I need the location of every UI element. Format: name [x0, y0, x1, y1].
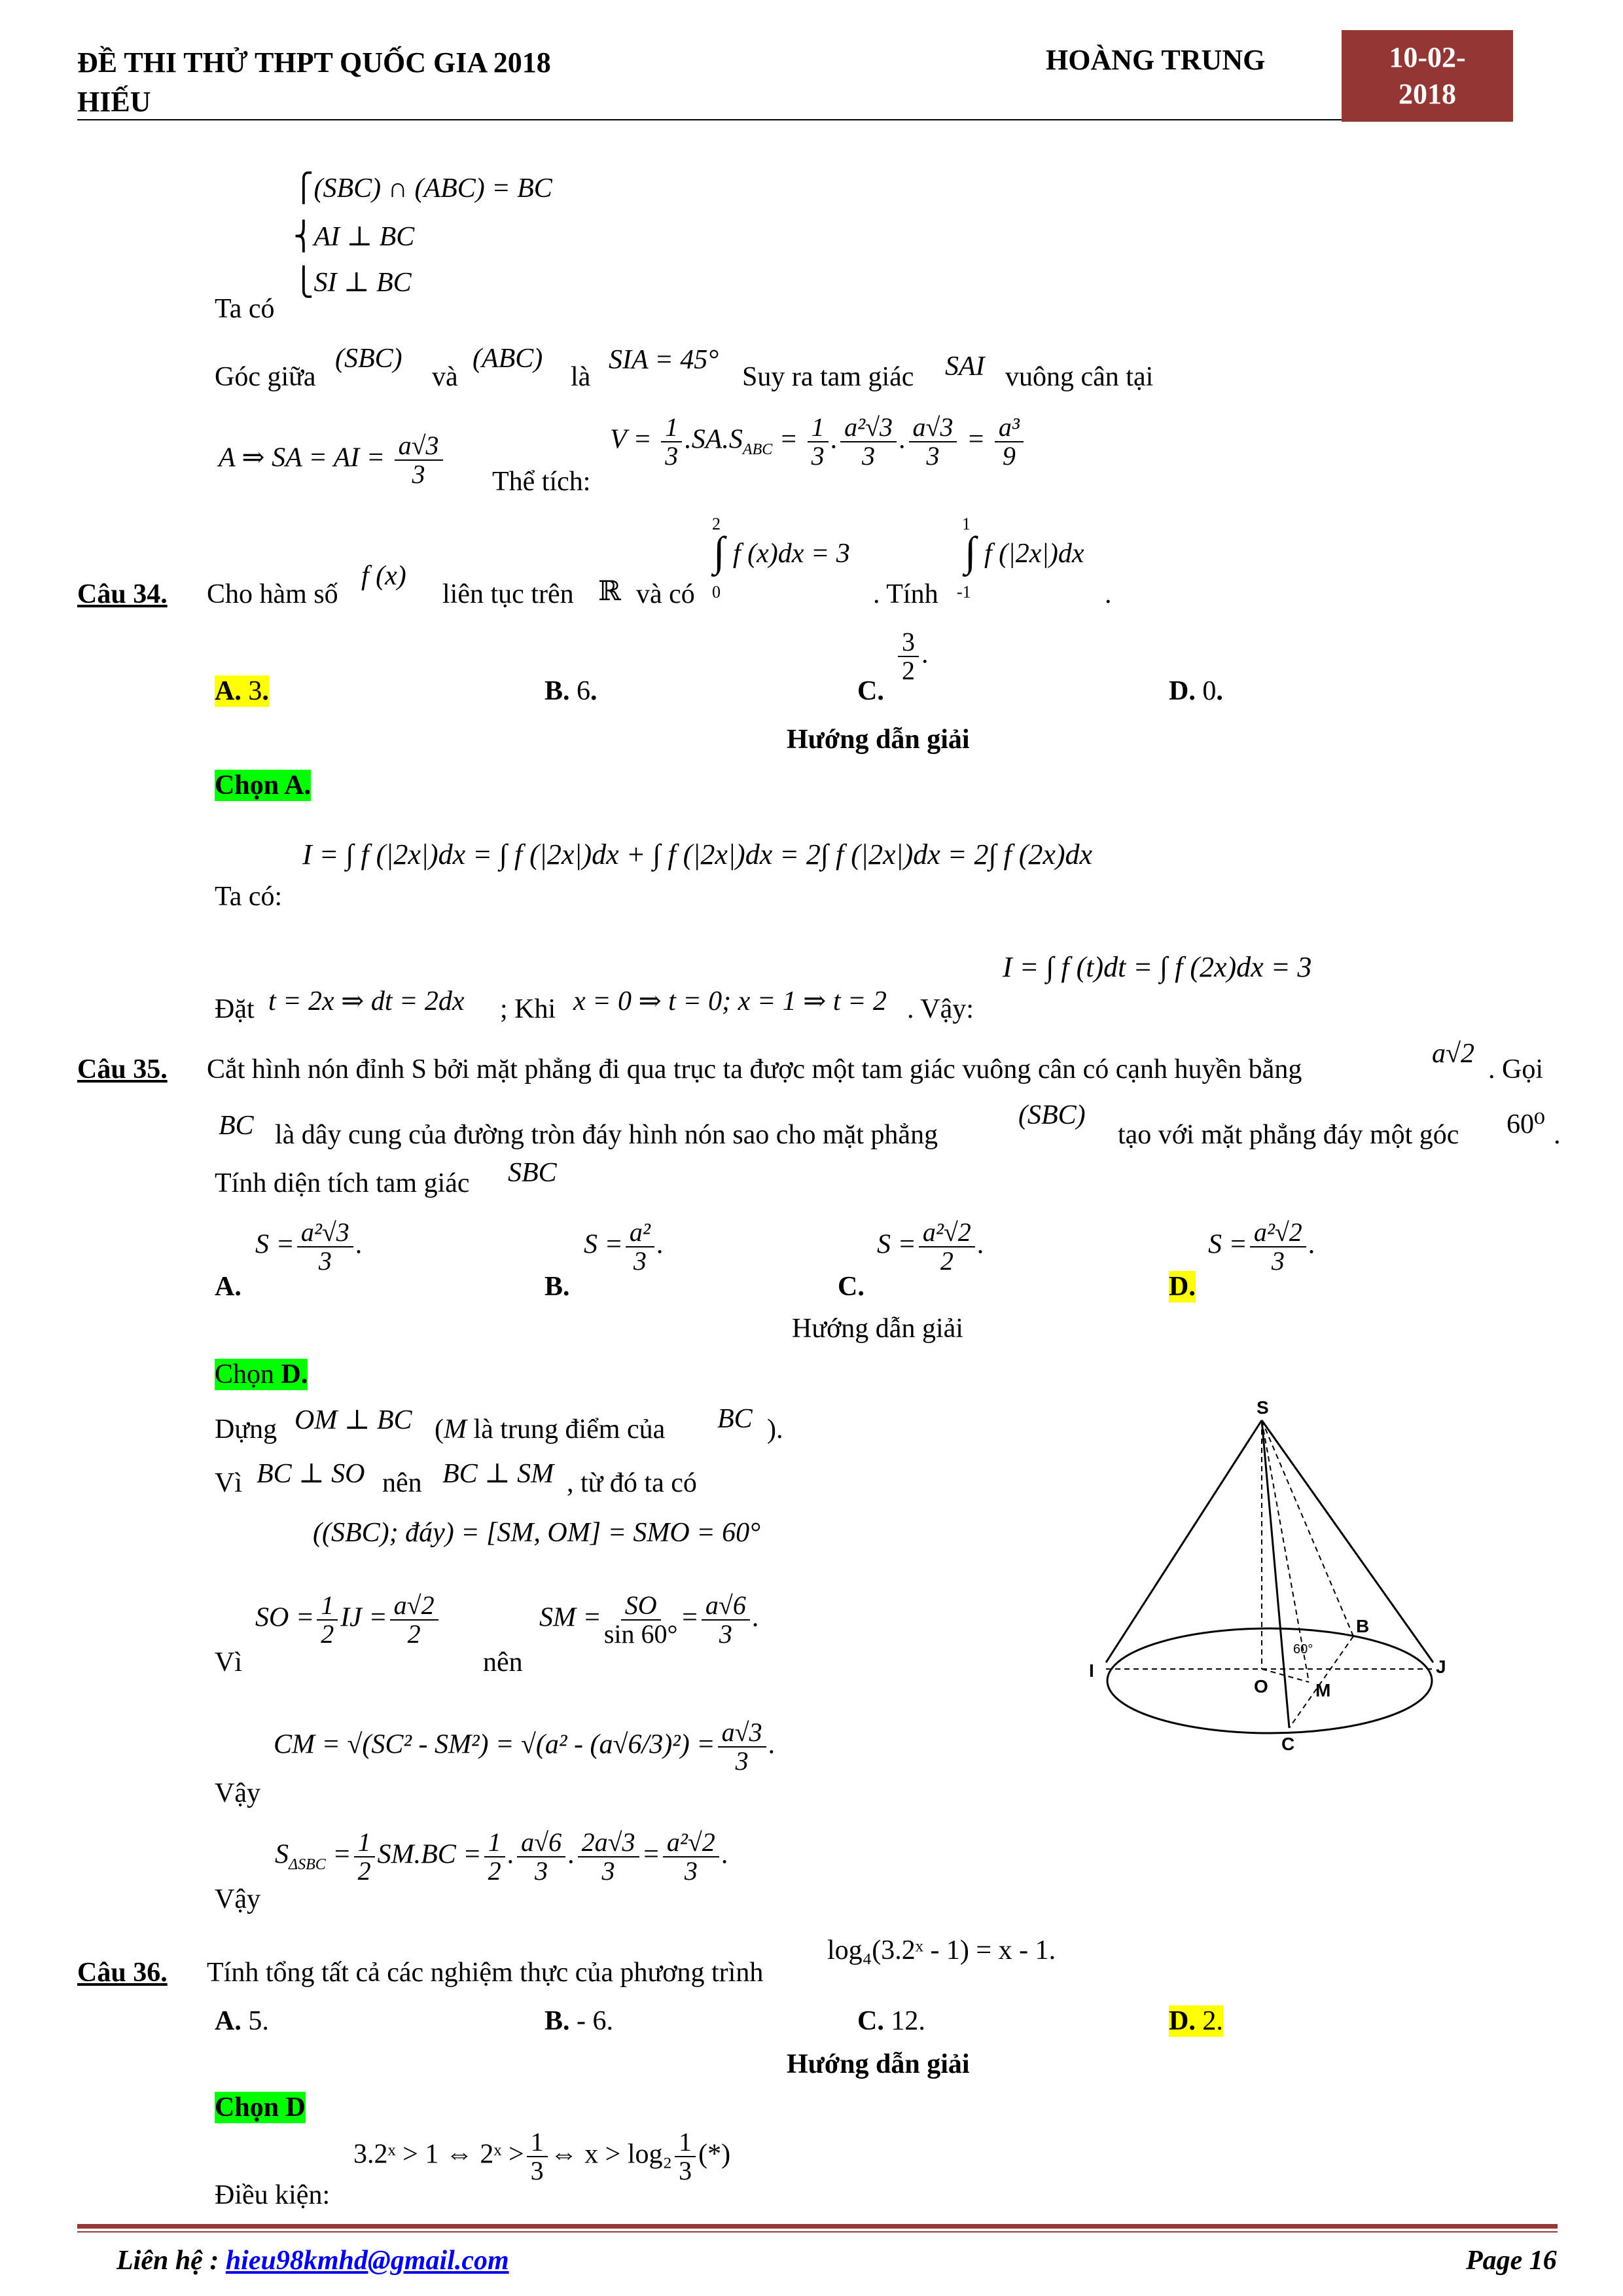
q35-vi2: Vì: [215, 1647, 242, 1677]
q35-chon-d: D.: [281, 1359, 308, 1390]
q33-volume: V = $\frac{1}{3}$ $.SA.S_{ABC}$ = $\frac{1}{3}$ . $\frac{\text{a²√3}}{3}$ . $\frac{a√3}{3}$ = $\frac{\text{a³}}{9}$: [610, 414, 1026, 470]
q35-sm-line: SM = $\frac{SO}{\sin 60^\circ}$ = $\frac{a√6}{3}$ .: [539, 1590, 760, 1649]
q33-frac-1-3b: $\frac{1}{3}$: [808, 414, 829, 470]
q34-int1: f (x)dx = 3: [733, 539, 850, 569]
q34-optA-label: A.: [215, 676, 241, 706]
q33-va: và: [432, 362, 458, 392]
q35-sbc2: SBC: [508, 1158, 557, 1188]
q36-star: (*): [698, 2139, 731, 2170]
q35-frac-half: $\frac{1}{2}$: [354, 1829, 375, 1885]
q36-eq: log₄(3.2ˣ - 1) = x - 1.: [827, 1935, 1056, 1965]
fig-label-B: B: [1356, 1616, 1370, 1636]
q36-optC-val: 12.: [891, 2006, 925, 2036]
q34-text1: Cho hàm số: [207, 579, 338, 609]
q35-cm-line: CM = √(SC² - SM²) = √(a² - (a√6/3)²) = $\frac{a√3}{3}$ .: [274, 1717, 776, 1776]
q35-optA-label: A.: [215, 1272, 241, 1302]
q34-dat-expr: t = 2x ⇒ dt = 2dx: [268, 986, 465, 1016]
q35-area-line: $S_{\Delta SBC}$ = $\frac{1}{2}$ SM.BC = $\frac{1}{2}$ . $\frac{a√6}{3}$ . $\frac{2a√3}{3}$ = $\frac{\text{a²√2}}{3}$ .: [275, 1827, 729, 1886]
q33-vuong-can: vuông cân tại: [1005, 362, 1154, 392]
q36-cond2: ⇔ x > log₂: [550, 2139, 673, 2170]
q34-optC-label: C.: [857, 676, 884, 706]
footer-contact: [116, 2245, 509, 2276]
q33-eq1: =: [779, 424, 798, 455]
q33-frac-a2: $\frac{\text{a²√3}}{3}$: [840, 414, 897, 470]
fig-label-angle: 60°: [1293, 1642, 1313, 1657]
q35-optB-label: B.: [544, 1272, 570, 1302]
q34-int2-low: -1: [957, 583, 971, 601]
q35-optD-frac: $\frac{\text{a²√2}}{3}$: [1250, 1219, 1306, 1275]
q34-optB-label: B.: [544, 676, 570, 706]
header-date-line1: 10-02-: [1389, 41, 1466, 73]
q34-label: Câu 34.: [77, 579, 168, 609]
q33-a-sa: [219, 432, 446, 488]
q35-s-sub: ΔSBC: [289, 1856, 326, 1874]
q36-cond-text: 3.2ˣ > 1 ⇔ 2ˣ >: [353, 2139, 524, 2170]
q33-frac-1-3: $\frac{1}{3}$: [661, 414, 682, 470]
q33-system-line3: ⎩SI ⊥ BC: [293, 268, 412, 298]
q35-optB-frac: $\frac{\text{a²}}{3}$: [626, 1219, 654, 1275]
q35-s: S: [275, 1839, 289, 1870]
q35-vay2: Vậy: [215, 1884, 260, 1914]
q36-chon: Chọn D: [215, 2092, 306, 2123]
q36-optD: [1169, 2005, 1223, 2037]
q33-frac-a3: $\frac{a√3}{3}$: [395, 432, 443, 488]
q34-int2: f (|2x|)dx: [984, 539, 1084, 569]
header-divider: [77, 119, 1342, 120]
fig-label-O: O: [1254, 1676, 1268, 1696]
q35-vay1: Vậy: [215, 1778, 260, 1808]
q35-la-trung-diem: là trung điểm của: [473, 1414, 666, 1444]
q34-chon: Chọn A.: [215, 770, 312, 800]
q34-text4: . Tính: [873, 579, 938, 609]
q36-optC: [857, 2005, 925, 2037]
q36-optC-label: C.: [857, 2006, 884, 2036]
q34-guide: Hướng dẫn giải: [787, 725, 970, 755]
header-title-line1: ĐỀ THI THỬ THPT QUỐC GIA 2018: [77, 46, 551, 79]
q35-frac-a6-3: $\frac{a√6}{3}$: [702, 1592, 750, 1648]
q33-suy-ra: Suy ra tam giác: [742, 362, 914, 392]
footer-divider-thick: [77, 2224, 1558, 2229]
q35-bc: BC: [219, 1111, 254, 1141]
q33-v: V =: [610, 424, 652, 455]
footer-email-link[interactable]: hieu98kmhd@gmail.com: [225, 2246, 509, 2276]
q35-optA: S = $\frac{\text{a²√3}}{3}$ .: [255, 1217, 363, 1276]
q35-guide: Hướng dẫn giải: [792, 1314, 963, 1344]
q35-dung: Dựng: [215, 1414, 277, 1444]
footer-page-number: Page 16: [1466, 2246, 1557, 2276]
q35-om-bc: OM ⊥ BC: [294, 1405, 412, 1435]
q33-system-line2: ⎨AI ⊥ BC: [293, 222, 415, 252]
q35-frac-2a3: $\frac{2a√3}{3}$: [578, 1829, 639, 1885]
q34-int2-sign: ∫: [965, 528, 976, 575]
cone-base-front: [1107, 1628, 1432, 1733]
q35-optC: S = $\frac{\text{a²√2}}{2}$ .: [877, 1217, 985, 1276]
cone-left-edge: [1106, 1420, 1262, 1662]
q36-optD-val: 2.: [1202, 2006, 1223, 2036]
q33-la: là: [571, 362, 591, 392]
header-title: [77, 43, 551, 122]
q35-frac-so-sin: $\frac{SO}{\sin 60^\circ}$: [603, 1590, 678, 1649]
q33-sai: SAI: [945, 351, 985, 382]
q34-khi: ; Khi: [500, 994, 556, 1024]
q33-angle: SIA = 45°: [609, 345, 719, 375]
q36-optD-label: D.: [1169, 2006, 1196, 2036]
q35-frac-half2: $\frac{1}{2}$: [484, 1829, 505, 1885]
q35-text1: Cắt hình nón đỉnh S bởi mặt phẳng đi qua trục ta được một tam giác vuông cân có cạnh huyền bằng: [207, 1054, 1302, 1085]
q33-abc: (ABC): [473, 344, 543, 374]
q35-bc-sm: BC ⊥ SM: [442, 1459, 554, 1489]
q36-optB-label: B.: [544, 2006, 570, 2036]
q35-so-line: [255, 1592, 441, 1648]
q35-chon-text: Chọn: [215, 1359, 275, 1390]
header-date-line2: 2018: [1399, 78, 1456, 110]
header-title-line2: HIẾU: [77, 86, 151, 118]
q34-int2-up: 1: [962, 514, 971, 533]
q35-nen: nên: [382, 1468, 422, 1498]
q35-paren-close: ).: [767, 1414, 783, 1444]
q35-angle-line: ((SBC); đáy) = [SM, OM] = SMO = 60°: [313, 1518, 760, 1548]
fig-label-S: S: [1257, 1397, 1269, 1418]
q36-optA-label: A.: [215, 2006, 241, 2036]
q33-sys2: AI ⊥ BC: [313, 222, 415, 252]
q35-bc2: BC: [717, 1404, 753, 1434]
q33-frac-a3b: $\frac{a√3}{3}$: [909, 414, 957, 470]
q34-optB: B. 6.: [544, 676, 597, 706]
q33-sys3: SI ⊥ BC: [313, 268, 412, 298]
q34-vay: . Vậy:: [907, 994, 974, 1024]
q34-dot: .: [1105, 579, 1112, 609]
q35-text4: tạo với mặt phẳng đáy một góc: [1118, 1120, 1459, 1150]
q35-chon: [215, 1359, 308, 1390]
q33-the-tich: Thể tích:: [492, 467, 591, 497]
q34-optA-val: 3: [248, 676, 262, 706]
q33-eq2: =: [966, 424, 986, 455]
q35-frac-1-2: $\frac{1}{2}$: [317, 1592, 338, 1648]
q36-cond: [353, 2128, 730, 2185]
q35-optD-label: D.: [1169, 1272, 1196, 1302]
q35-optC-frac: $\frac{\text{a²√2}}{2}$: [919, 1219, 975, 1275]
q34-khi-expr: x = 0 ⇒ t = 0; x = 1 ⇒ t = 2: [573, 986, 887, 1016]
q35-optB: S = $\frac{\text{a²}}{3}$ .: [584, 1217, 664, 1276]
q36-dieu-kien: Điều kiện:: [215, 2180, 330, 2210]
q33-sbc: (SBC): [335, 344, 402, 374]
q34-fx: f (x): [361, 561, 406, 591]
q34-optD-label: D.: [1169, 676, 1196, 706]
q35-frac-cm: $\frac{a√3}{3}$: [718, 1719, 766, 1775]
q34-text3: và có: [636, 579, 695, 609]
cone-figure: [1086, 1394, 1453, 1761]
q35-a-sqrt2: a√2: [1432, 1039, 1475, 1069]
q33-goc-giua: Góc giữa: [215, 362, 316, 392]
q35-so-eq: SO =: [255, 1602, 315, 1633]
q34-R: ℝ: [598, 577, 621, 607]
q34-int1-up: 2: [712, 514, 721, 533]
cone-right-edge: [1262, 1420, 1433, 1662]
q35-optD: S = $\frac{\text{a²√2}}{3}$ .: [1208, 1217, 1316, 1276]
fig-label-C: C: [1281, 1734, 1295, 1754]
q35-ij: IJ =: [340, 1602, 387, 1633]
q35-line-dung: (M là trung điểm của: [435, 1414, 666, 1444]
q34-line1: I = ∫ f (|2x|)dx = ∫ f (|2x|)dx + ∫ f (|2x|)dx = 2∫ f (|2x|)dx = 2∫ f (2x)dx: [302, 838, 1093, 870]
header-author: HOÀNG TRUNG: [1046, 44, 1266, 76]
q33-frac-a3-9: $\frac{\text{a³}}{9}$: [995, 414, 1024, 470]
q33-v-sub: ABC: [742, 441, 773, 459]
q35-frac-result: $\frac{\text{a²√2}}{3}$: [663, 1829, 719, 1885]
q35-bc-so: BC ⊥ SO: [257, 1459, 365, 1489]
q34-int1-sign: ∫: [713, 528, 725, 575]
q35-optA-frac: $\frac{\text{a²√3}}{3}$: [297, 1219, 353, 1275]
q35-cm-text: CM = √(SC² - SM²) = √(a² - (a√6/3)²) =: [274, 1729, 715, 1760]
q33-v-mid: .SA.S: [685, 424, 743, 455]
fig-label-I: I: [1089, 1660, 1094, 1681]
q35-optC-label: C.: [838, 1272, 865, 1302]
q35-text5: Tính diện tích tam giác: [215, 1168, 470, 1198]
q34-optA: A. 3.: [215, 676, 269, 706]
q35-sm-bc: SM.BC =: [377, 1839, 482, 1870]
q36-text1: Tính tổng tất cả các nghiệm thực của phương trình: [207, 1958, 764, 1988]
q35-label: Câu 35.: [77, 1054, 168, 1085]
q34-final: I = ∫ f (t)dt = ∫ f (2x)dx = 3: [1003, 951, 1312, 983]
q36-frac-1-3b: $\frac{1}{3}$: [675, 2128, 696, 2185]
q36-optB: [544, 2005, 613, 2037]
q35-dot: .: [1554, 1120, 1561, 1150]
q36-frac-1-3: $\frac{1}{3}$: [527, 2128, 548, 2185]
footer-divider-thin: [77, 2231, 1558, 2233]
q34-optB-val: 6: [577, 676, 591, 706]
q35-text2: . Gọi: [1488, 1054, 1543, 1085]
q35-vi: Vì: [215, 1468, 242, 1498]
q36-label: Câu 36.: [77, 1958, 168, 1988]
q35-frac-a6: $\frac{a√6}{3}$: [517, 1829, 565, 1885]
q36-guide: Hướng dẫn giải: [787, 2049, 970, 2079]
q34-optD-val: 0: [1202, 676, 1217, 706]
q35-angle: 60⁰: [1507, 1109, 1545, 1139]
q34-optC: $\frac{3}{2}$ .: [895, 628, 929, 685]
q35-m: M: [444, 1414, 467, 1444]
q34-text2: liên tục trên: [442, 579, 574, 609]
fig-label-J: J: [1436, 1657, 1446, 1677]
q34-dat: Đặt: [215, 994, 255, 1024]
q34-ta-co: Ta có:: [215, 882, 283, 912]
q33-sys1: (SBC) ∩ (ABC) = BC: [313, 173, 552, 204]
footer-contact-label: Liên hệ :: [116, 2246, 219, 2276]
q34-int1-low: 0: [712, 583, 721, 601]
q34-optC-frac: $\frac{3}{2}$: [898, 628, 919, 685]
header-date-box: [1342, 30, 1513, 122]
q33-system-line1: ⎧(SBC) ∩ (ABC) = BC: [293, 173, 552, 204]
q35-frac-a2-2: $\frac{a√2}{2}$: [390, 1592, 438, 1648]
q35-sm-eq: SM =: [539, 1602, 601, 1633]
cone-sb: [1262, 1420, 1353, 1636]
q33-ta-co: Ta có: [215, 294, 275, 324]
fig-label-M: M: [1315, 1680, 1331, 1700]
q33-a-sa-text: A ⇒ SA = AI =: [219, 442, 385, 473]
q35-sbc: (SBC): [1018, 1100, 1086, 1130]
q36-optA-val: 5.: [248, 2006, 269, 2036]
q35-nen2: nên: [483, 1647, 523, 1677]
q36-optB-val: - 6.: [577, 2006, 614, 2036]
q36-optA: [215, 2005, 269, 2037]
q35-text3: là dây cung của đường tròn đáy hình nón sao cho mặt phẳng: [275, 1120, 938, 1150]
q34-optD: D. 0.: [1169, 676, 1223, 706]
q35-tu-do: , từ đó ta có: [567, 1468, 697, 1498]
